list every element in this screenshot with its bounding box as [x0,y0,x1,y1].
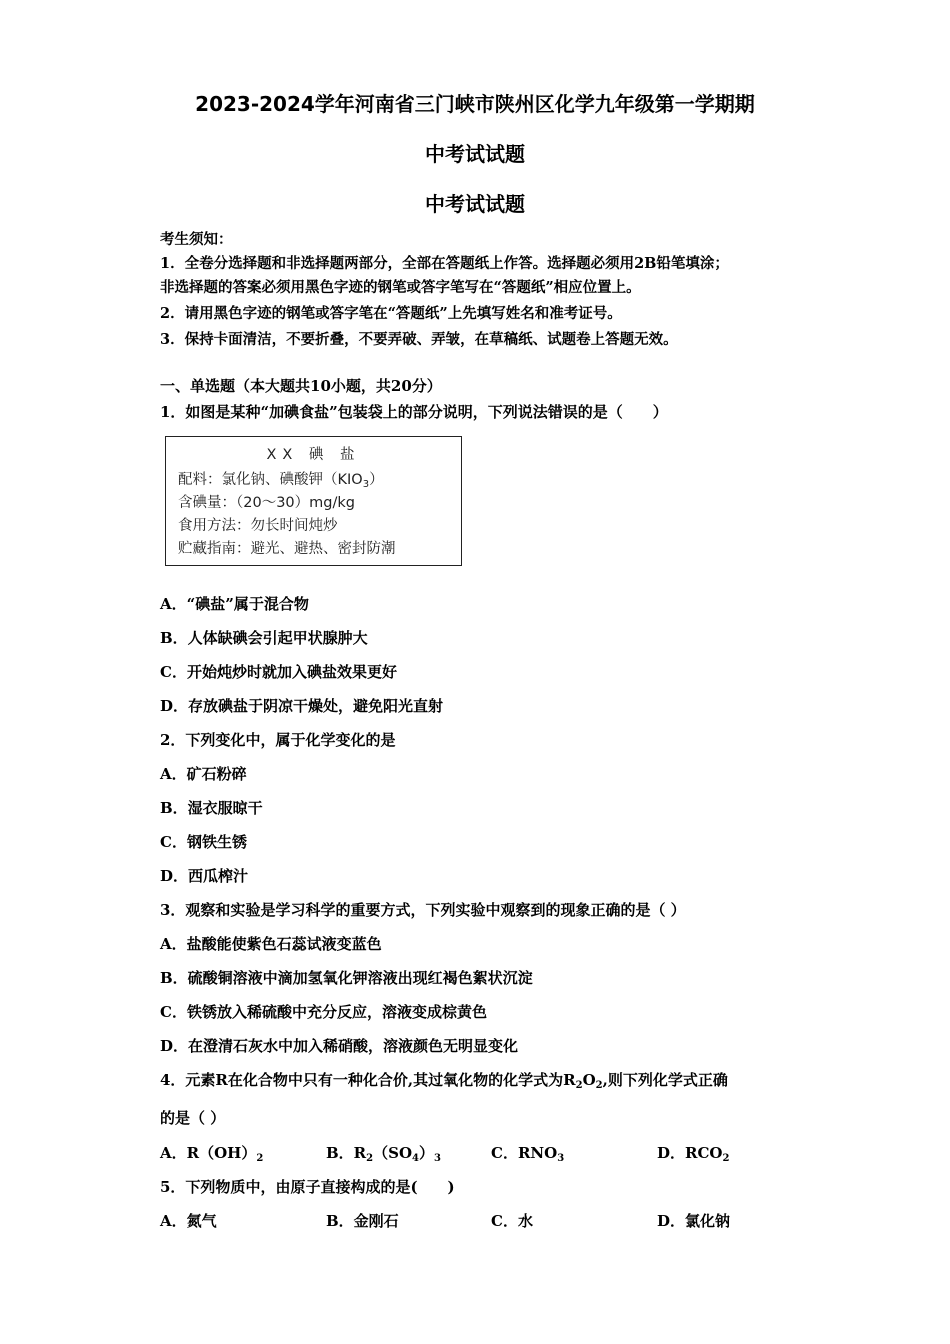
salt-label-usage: 食用方法：勿长时间炖炒 [178,518,338,534]
q4-option-a: A．$R(OH)_2$ [160,1144,264,1164]
notice-item-3: 3．保持卡面清洁，不要折叠，不要弄破、弄皱，在草稿纸、试题卷上答题无效。 [160,331,678,348]
q1-stem: 1．如图是某种“加碘食盐”包装袋上的部分说明，下列说法错误的是（ ） [160,403,668,421]
salt-label-title: XX 碘 盐 [266,447,361,463]
q2-option-c: C．钢铁生锈 [160,833,247,851]
q3-option-d: D．在澄清石灰水中加入稀硝酸，溶液颜色无明显变化 [160,1037,519,1055]
notice-item-2: 2．请用黑色字迹的钢笔或答字笔在“答题纸”上先填写姓名和准考证号。 [160,305,622,322]
q2-option-d: D．西瓜榨汁 [160,867,249,885]
salt-label-ingredients: 配料：氯化钠、碘酸钾$(KIO_3)$ [178,472,384,490]
q1-option-c: C．开始炖炒时就加入碘盐效果更好 [160,663,397,681]
q5-option-b: B．金刚石 [326,1212,399,1230]
salt-label-box [165,436,462,566]
q4-stem-line2: 的是（ ） [160,1109,226,1127]
q4-option-b: B．$R_2(SO_4)_3$ [326,1144,441,1164]
q1-option-b: B．人体缺碘会引起甲状腺肿大 [160,629,368,647]
q1-option-d: D．存放碘盐于阴凉干燥处，避免阳光直射 [160,697,444,715]
q4-option-c: C．$RNO_3$ [491,1144,565,1164]
q2-stem: 2．下列变化中，属于化学变化的是 [160,731,396,749]
q5-option-d: D．氯化钠 [657,1212,731,1230]
q4-stem: 4．元素R在化合物中只有一种化合价,其过氧化物的化学式为$R_2O_2$,则下列化学式正确 [160,1071,728,1091]
exam-title-line1: 2023-2024学年河南省三门峡市陕州区化学九年级第一学期期 [195,92,755,116]
exam-title-line2: 中考试试题 [425,142,525,166]
q5-stem: 5．下列物质中，由原子直接构成的是( ) [160,1178,455,1196]
section-heading: 一、单选题（本大题共10小题，共20分） [160,377,442,395]
q3-stem: 3．观察和实验是学习科学的重要方式，下列实验中观察到的现象正确的是（ ） [160,901,686,919]
q1-option-a: A．“碘盐”属于混合物 [160,595,309,613]
q3-option-a: A．盐酸能使紫色石蕊试液变蓝色 [160,935,382,953]
q2-option-a: A．矿石粉碎 [160,765,247,783]
notice-heading: 考生须知： [160,231,233,248]
q5-option-c: C．水 [491,1212,533,1230]
notice-item-1-cont: 非选择题的答案必须用黑色字迹的钢笔或答字笔写在“答题纸”相应位置上。 [160,279,641,296]
exam-title-line3: 中考试试题 [425,192,525,216]
q3-option-b: B．硫酸铜溶液中滴加氢氧化钾溶液出现红褐色絮状沉淀 [160,969,533,987]
q3-option-c: C．铁锈放入稀硫酸中充分反应，溶液变成棕黄色 [160,1003,487,1021]
q2-option-b: B．湿衣服晾干 [160,799,263,817]
salt-label-storage: 贮藏指南：避光、避热、密封防潮 [178,541,396,557]
q5-option-a: A．氮气 [160,1212,217,1230]
notice-item-1: 1．全卷分选择题和非选择题两部分，全部在答题纸上作答。选择题必须用2B铅笔填涂； [160,255,729,272]
q4-option-d: D．$RCO_2$ [657,1144,730,1164]
salt-label-iodine: 含碘量：（20～30）mg/kg [178,495,355,511]
